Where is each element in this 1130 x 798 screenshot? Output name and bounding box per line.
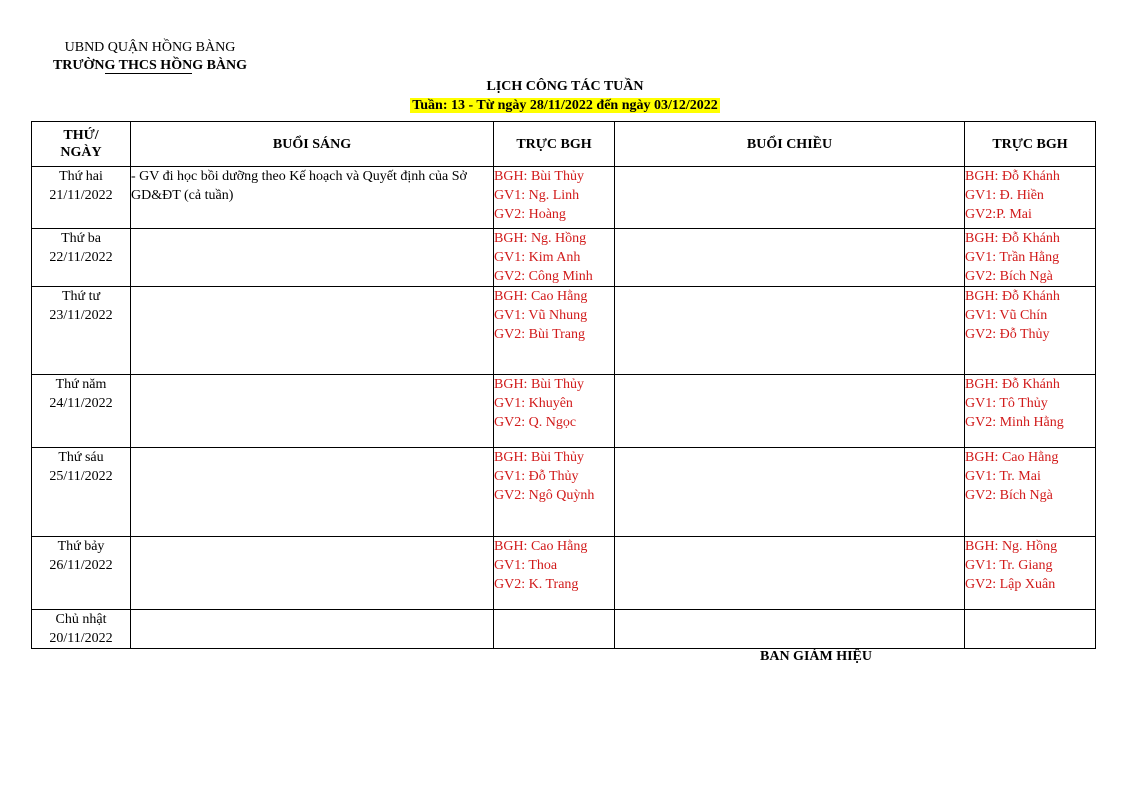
header-day [32,122,131,167]
duty-entry: BGH: Đỗ Khánh [965,377,1060,392]
morning-activity-cell [131,448,494,537]
duty-entry: GV1: Kim Anh [494,250,581,265]
school-name-underlined: G THCS HỒN [104,58,193,73]
table-row [32,375,1096,448]
school-name [40,57,260,75]
duty-entry: GV2: Ngô Quỳnh [494,488,595,503]
subtitle-wrap [0,96,1130,114]
table-row [32,229,1096,287]
afternoon-activity-cell [615,287,965,375]
header-afternoon: BUỔI CHIỀU [615,122,965,167]
header-morning-duty: TRỰC BGH [494,122,615,167]
duty-entry: GV2: Đỗ Thủy [965,327,1050,342]
table-row [32,537,1096,610]
morning-duty-cell [494,375,615,448]
day-name: Thứ hai [59,169,103,184]
morning-activity-cell [131,610,494,649]
duty-entry: GV1: Vũ Chín [965,308,1048,323]
afternoon-duty-cell [965,448,1096,537]
schedule-table [31,121,1096,649]
duty-entry: BGH: Cao Hằng [965,450,1059,465]
header-day-line1: THỨ/ [63,128,99,143]
duty-entry: GV2: Q. Ngọc [494,415,577,430]
morning-duty-cell [494,229,615,287]
morning-duty-cell [494,448,615,537]
day-date: 25/11/2022 [49,469,113,484]
afternoon-duty-cell [965,167,1096,229]
duty-entry: GV1: Khuyên [494,396,573,411]
day-name: Thứ năm [55,377,107,392]
afternoon-activity-cell [615,610,965,649]
table-row [32,610,1096,649]
afternoon-duty-cell [965,537,1096,610]
day-cell [32,448,131,537]
morning-activity-cell [131,287,494,375]
day-cell [32,610,131,649]
day-date: 26/11/2022 [49,558,113,573]
afternoon-duty-cell [965,229,1096,287]
duty-entry: BGH: Bùi Thủy [494,169,584,184]
afternoon-activity-cell [615,537,965,610]
duty-entry: BGH: Ng. Hồng [494,231,587,246]
duty-entry: GV1: Tr. Mai [965,469,1041,484]
afternoon-duty-cell [965,287,1096,375]
day-cell [32,375,131,448]
duty-entry: GV1: Vũ Nhung [494,308,588,323]
duty-entry: GV2: Lập Xuân [965,577,1056,592]
morning-duty-cell [494,287,615,375]
duty-entry: GV1: Ng. Linh [494,188,580,203]
day-cell [32,229,131,287]
day-date: 20/11/2022 [49,631,113,646]
day-name: Thứ sáu [58,450,104,465]
duty-entry: GV1: Tô Thủy [965,396,1048,411]
day-date: 23/11/2022 [49,308,113,323]
duty-entry: BGH: Đỗ Khánh [965,289,1060,304]
duty-entry: GV2: Bích Ngà [965,488,1053,503]
table-row [32,287,1096,375]
school-name-end: G BÀNG [192,58,248,73]
afternoon-duty-cell [965,610,1096,649]
day-name: Thứ bảy [57,539,105,554]
day-name: Thứ tư [61,289,101,304]
signature-title: BAN GIÁM HIỆU [760,649,873,664]
duty-entry: GV1: Đỗ Thủy [494,469,579,484]
morning-activity-cell [131,537,494,610]
day-name: Chủ nhật [55,612,107,627]
organization-header [40,39,260,75]
duty-entry: GV2: Bích Ngà [965,269,1053,284]
duty-entry: BGH: Cao Hằng [494,539,588,554]
duty-entry: GV2:P. Mai [965,207,1032,222]
day-cell [32,287,131,375]
afternoon-duty-cell [965,375,1096,448]
header-afternoon-duty: TRỰC BGH [965,122,1096,167]
duty-entry: BGH: Đỗ Khánh [965,169,1060,184]
morning-duty-cell [494,537,615,610]
day-cell [32,167,131,229]
morning-duty-cell [494,167,615,229]
document-title: LỊCH CÔNG TÁC TUẦN [486,79,644,94]
morning-activity-cell: - GV đi học bồi dưỡng theo Kế hoạch và Quyết định của Sở GD&ĐT (cả tuần) [131,167,494,229]
day-date: 22/11/2022 [49,250,113,265]
header-day-line2: NGÀY [60,145,102,160]
day-date: 24/11/2022 [49,396,113,411]
duty-entry: GV2: Minh Hằng [965,415,1064,430]
morning-activity-cell [131,229,494,287]
morning-activity-cell [131,375,494,448]
duty-entry: GV2: Hoàng [494,207,566,222]
duty-entry: BGH: Ng. Hồng [965,539,1058,554]
org-line: UBND QUẬN HỒNG BÀNG [64,40,236,55]
header-morning: BUỔI SÁNG [131,122,494,167]
afternoon-activity-cell [615,448,965,537]
duty-entry: GV2: Công Minh [494,269,593,284]
afternoon-activity-cell [615,229,965,287]
duty-entry: GV1: Trần Hằng [965,250,1060,265]
duty-entry: BGH: Đỗ Khánh [965,231,1060,246]
afternoon-activity-cell [615,167,965,229]
duty-entry: BGH: Bùi Thủy [494,377,584,392]
duty-entry: GV1: Tr. Giang [965,558,1053,573]
table-row [32,448,1096,537]
header-row [32,122,1096,167]
duty-entry: GV1: Thoa [494,558,558,573]
table-row [32,167,1096,229]
morning-duty-cell [494,610,615,649]
day-date: 21/11/2022 [49,188,113,203]
school-name-start: TRƯỜN [52,58,105,73]
duty-entry: GV2: K. Trang [494,577,579,592]
day-cell [32,537,131,610]
day-name: Thứ ba [61,231,101,246]
afternoon-activity-cell [615,375,965,448]
duty-entry: GV1: Đ. Hiền [965,188,1044,203]
duty-entry: GV2: Bùi Trang [494,327,586,342]
schedule-body [32,167,1096,649]
duty-entry: BGH: Cao Hằng [494,289,588,304]
week-subtitle: Tuần: 13 - Từ ngày 28/11/2022 đến ngày 03/12/2022 [412,98,718,113]
duty-entry: BGH: Bùi Thủy [494,450,584,465]
